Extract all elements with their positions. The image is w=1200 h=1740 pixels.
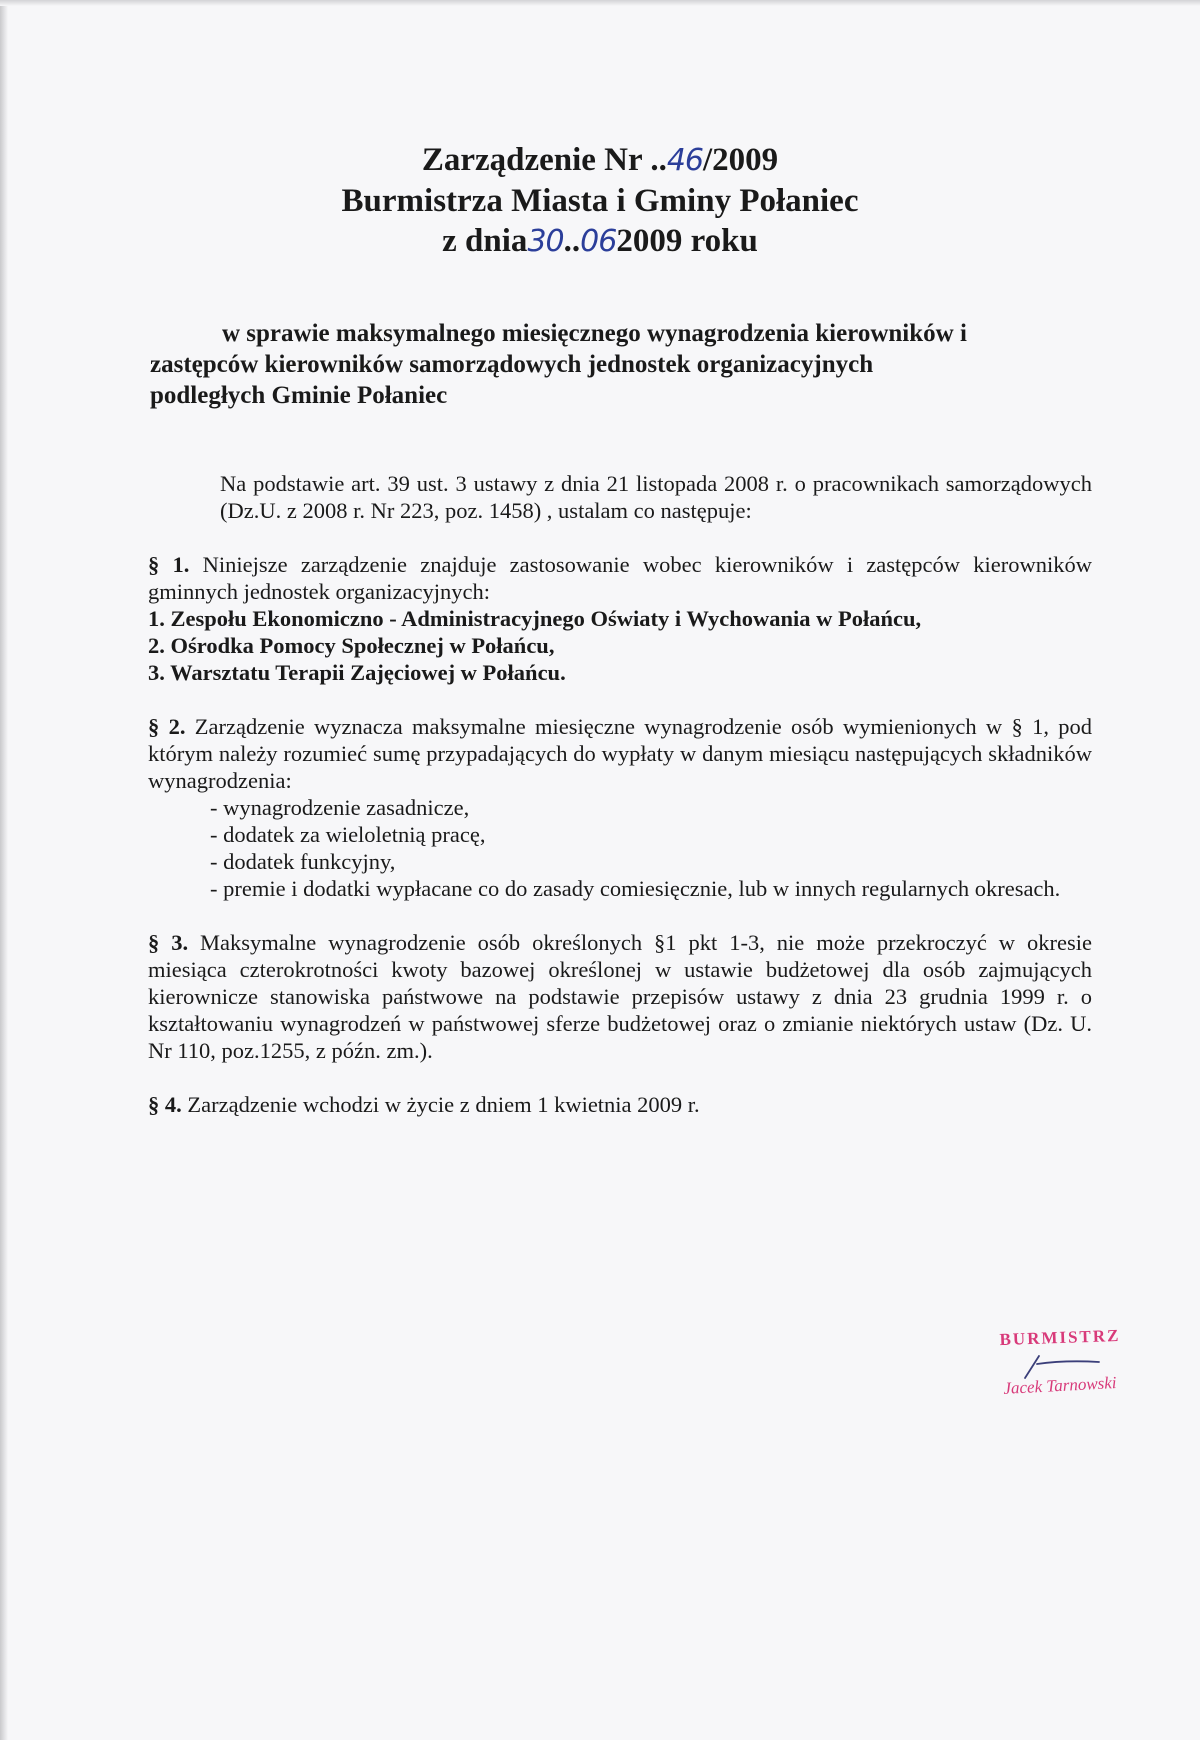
header-date-line: z dnia30..062009 roku [442, 223, 758, 259]
section-2 [148, 713, 1092, 794]
spacer [148, 902, 1092, 929]
section-4-mark: § 4. [148, 1092, 182, 1117]
handwritten-month: 06 [580, 224, 617, 259]
section-2-list [148, 794, 1092, 902]
section-2-item-2: - dodatek za wieloletnią pracę, [210, 822, 486, 847]
section-1-item-3: 3. Warsztatu Terapii Zajęciowej w Połańcu. [148, 660, 566, 685]
subject-line-1: w sprawie maksymalnego miesięcznego wynagrodzenia kierowników i [222, 320, 967, 347]
section-2-mark: § 2. [148, 714, 186, 739]
section-3-text: Maksymalne wynagrodzenie osób określonych §1 pkt 1-3, nie może przekroczyć w okresie miesiąca czterokrotności kwoty bazowej określonej w ustawie budżetowej dla osób zajmujących kierownicze stanowiska państwowe na podstawie przepisów ustawy z dnia 23 grudnia 1999 r. o kształtowaniu wynagrodzeń w państwowej sferze budżetowej oraz o zmianie niektórych ustaw (Dz. U. Nr 110, poz.1255, z późn. zm.). [148, 930, 1092, 1063]
scan-edge-top [0, 0, 1200, 6]
subject-line-2: zastępców kierowników samorządowych jednostek organizacyjnych [150, 351, 874, 378]
handwritten-number: 46 [666, 143, 704, 178]
header-issuer-line: Burmistrza Miasta i Gminy Połaniec [341, 183, 859, 219]
section-4-text: Zarządzenie wchodzi w życie z dniem 1 kwietnia 2009 r. [181, 1092, 700, 1117]
section-3 [148, 929, 1092, 1064]
scan-edge-left [0, 0, 8, 1740]
document-header [150, 140, 1050, 262]
section-1 [148, 551, 1092, 605]
subject-line-3: podległych Gminie Połaniec [150, 382, 448, 409]
stamp-title: BURMISTRZ [999, 1325, 1121, 1350]
spacer [148, 686, 1092, 713]
section-4 [148, 1091, 1092, 1118]
section-1-mark: § 1. [148, 552, 190, 577]
section-3-mark: § 3. [148, 930, 189, 955]
section-2-item-4: - premie i dodatki wypłacane co do zasady comiesięcznie, lub w innych regularnych okresach. [210, 876, 1061, 901]
stamp-name: Jacek Tarnowski [1002, 1373, 1117, 1398]
header-title-line: Zarządzenie Nr ..46/2009 [421, 142, 779, 178]
mayor-stamp [960, 1325, 1160, 1398]
handwritten-day: 30 [527, 224, 564, 259]
document-body [148, 470, 1092, 1145]
document-subject [150, 318, 1090, 411]
section-2-text: Zarządzenie wyznacza maksymalne miesięczne wynagrodzenie osób wymienionych w § 1, pod którym należy rozumieć sumę przypadających do wypłaty w danym miesiącu następujących składników wynagrodzenia: [148, 714, 1093, 793]
section-1-item-2: 2. Ośrodka Pomocy Społecznej w Połańcu, [148, 633, 555, 658]
preamble: Na podstawie art. 39 ust. 3 ustawy z dnia 21 listopada 2008 r. o pracownikach samorządowych (Dz.U. z 2008 r. Nr 223, poz. 1458) , ustalam co następuje: [220, 471, 1092, 523]
section-2-item-1: - wynagrodzenie zasadnicze, [210, 795, 470, 820]
section-2-item-3: - dodatek funkcyjny, [210, 849, 396, 874]
section-1-item-1: 1. Zespołu Ekonomiczno - Administracyjnego Oświaty i Wychowania w Połańcu, [148, 606, 922, 631]
section-1-text: Niniejsze zarządzenie znajduje zastosowanie wobec kierowników i zastępców kierowników gminnych jednostek organizacyjnych: [148, 552, 1092, 604]
